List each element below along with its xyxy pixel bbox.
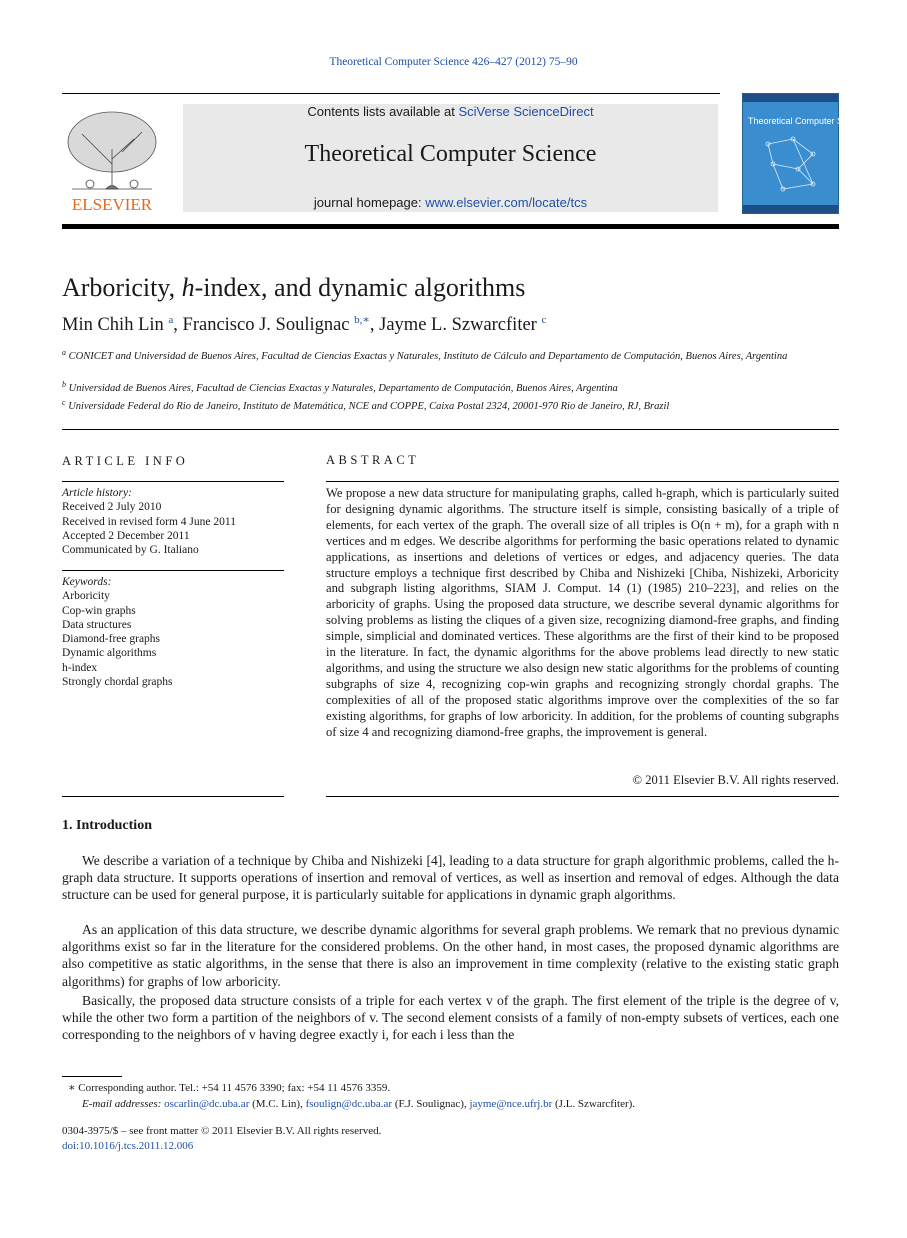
affiliation-rule	[62, 429, 839, 430]
cover-graph-icon	[743, 94, 870, 213]
email-link[interactable]: jayme@nce.ufrj.br	[469, 1098, 553, 1110]
journal-title: Theoretical Computer Science	[304, 141, 597, 167]
author-name: Francisco J. Soulignac	[182, 315, 350, 335]
keyword: Dynamic algorithms	[62, 647, 157, 660]
contents-line: Contents lists available at SciVerse ScienceDirect	[307, 104, 594, 119]
history-item: Received 2 July 2010	[62, 501, 162, 514]
author-affil-link[interactable]: b,∗	[354, 314, 370, 326]
email-addresses: E-mail addresses: oscarlin@dc.uba.ar (M.C. Lin), fsoulign@dc.uba.ar (F.J. Soulignac), jayme@nce.ufrj.br (J.L. Szwarcfiter).	[82, 1098, 636, 1110]
abstract-rule	[326, 796, 839, 797]
author-name: Jayme L. Szwarcfiter	[379, 315, 537, 335]
doi-link[interactable]: doi:10.1016/j.tcs.2011.12.006	[62, 1140, 194, 1152]
author-list: Min Chih Lin $^a$, Francisco J. Soulignac $^{b,∗}$, Jayme L. Szwarcfiter $^c$	[62, 314, 547, 335]
section-heading: 1. Introduction	[62, 818, 152, 833]
keyword: Arboricity	[62, 590, 110, 603]
header-rule	[62, 93, 720, 94]
paragraph: We describe a variation of a technique by Chiba and Nishizeki [4], leading to a data structure for graph algorithmic problems, called the h-graph data structure. It supports operations of insertion and removal of vertices, as well as insertion and removal of edges. Although the data structure can be used for general purpose, it is particularly suitable for applications in dynamic graph algorithms.	[62, 853, 839, 903]
elsevier-wordmark: ELSEVIER	[71, 195, 153, 214]
article-history: Article history: Received 2 July 2010 Received in revised form 4 June 2011 Accepted 2 December 2011 Communicated by G. Italiano	[62, 487, 236, 557]
article-info-heading: ARTICLE INFO	[62, 454, 189, 468]
elsevier-tree-icon	[62, 104, 162, 214]
cover-title: Theoretical Computer Science	[748, 116, 870, 126]
keyword: Diamond-free graphs	[62, 633, 161, 646]
journal-citation[interactable]: Theoretical Computer Science 426–427 (2012) 75–90	[329, 56, 578, 68]
keyword: Cop-win graphs	[62, 604, 136, 617]
sciencedirect-link[interactable]: SciVerse ScienceDirect	[458, 104, 594, 119]
paragraph: As an application of this data structure, we describe dynamic algorithms for several graph problems. We remark that no previous dynamic algorithms exist so far in the literature for the considered problems. On the other hand, in most cases, the proposed dynamic algorithms are also competitive as static algorithms, in the sense that there is also an improvement in time complexity (relative to the existing static graph algorithms) for graphs of low arboricity.	[62, 922, 839, 989]
author-affil-link[interactable]: c	[541, 314, 547, 326]
author-affil-link[interactable]: a	[168, 314, 174, 326]
history-item: Communicated by G. Italiano	[62, 544, 199, 557]
email-link[interactable]: fsoulign@dc.uba.ar	[305, 1098, 393, 1110]
abstract-heading: ABSTRACT	[326, 453, 420, 467]
abstract-rule	[326, 481, 839, 482]
info-rule	[62, 481, 284, 482]
history-item: Accepted 2 December 2011	[62, 529, 190, 542]
email-link[interactable]: oscarlin@dc.uba.ar	[164, 1098, 250, 1110]
footnote-rule	[62, 1076, 122, 1077]
history-item: Received in revised form 4 June 2011	[62, 515, 236, 528]
info-rule	[62, 570, 284, 571]
elsevier-logo	[62, 104, 162, 214]
homepage-line: journal homepage: www.elsevier.com/locate/tcs	[313, 195, 588, 210]
issn-line: 0304-3975/$ – see front matter © 2011 Elsevier B.V. All rights reserved.	[62, 1125, 382, 1137]
info-rule	[62, 796, 284, 797]
journal-cover	[742, 93, 870, 214]
keyword: Strongly chordal graphs	[62, 676, 173, 689]
affiliation: $^c$ Universidade Federal do Rio de Janeiro, Instituto de Matemática, NCE and COPPE, Caixa Postal 2324, 20001-970 Rio de Janeiro, RJ, Brazil	[62, 398, 670, 412]
keyword: h-index	[62, 661, 98, 674]
article-title: Arboricity, h-index, and dynamic algorithms	[62, 273, 526, 302]
header-thick-rule	[62, 224, 839, 229]
keyword: Data structures	[62, 618, 132, 631]
corresponding-author-note: ∗ Corresponding author. Tel.: +54 11 4576 3390; fax: +54 11 4576 3359.	[68, 1082, 391, 1094]
homepage-link[interactable]: www.elsevier.com/locate/tcs	[425, 195, 588, 210]
keywords: Keywords: Arboricity Cop-win graphs Data structures Diamond-free graphs Dynamic algorithms h-index Strongly chordal graphs	[62, 576, 173, 689]
abstract-text: We propose a new data structure for manipulating graphs, called h-graph, which is particularly suited for designing dynamic algorithms. The structure itself is simple, consisting basically of a triple of elements, for each vertex of the graph. The overall size of all triples is O(n + m), for a graph with n vertices and m edges. We describe algorithms for performing the basic operations related to dynamic applications, as insertions and deletions of vertices or edges, and adjacency queries. The data structure employs a technique first described by Chiba and Nishizeki [Chiba, Nishizeki, Arboricity and subgraph listing algorithms, SIAM J. Comput. 14 (1) (1985) 210–223], and relies on the arboricity of graphs. Using the proposed data structure, we describe several dynamic algorithms for solving problems as listing the cliques of a given size, recognizing diamond-free graphs, and finding simple, simplicial and dominated vertices. These algorithms are the first of their kind to be proposed in the literature. In fact, the dynamic algorithms for the above problems lead directly to new static algorithms, and using the structure we also design new static algorithms for the problems of counting subgraphs of size 4, recognizing cop-win graphs and recognizing strongly chordal graphs. The complexities of all of the proposed static algorithms improve over the complexities of the so far existing algorithms, for graphs of low arboricity. In addition, for the problems of counting subgraphs of size 4 and recognizing diamond-free graphs, the improvement is general.	[326, 486, 839, 739]
affiliation: $^b$ Universidad de Buenos Aires, Facultad de Ciencias Exactas y Naturales, Departamento de Computación, Buenos Aires, Argentina	[62, 380, 618, 394]
affiliation: $^a$ CONICET and Universidad de Buenos Aires, Facultad de Ciencias Exactas y Naturales, Instituto de Cálculo and Departamento de Computación, Buenos Aires, Argentina	[62, 348, 788, 362]
author-name: Min Chih Lin	[62, 315, 164, 335]
paragraph: Basically, the proposed data structure consists of a triple for each vertex v of the graph. The first element of the triple is the degree of v, while the other two form a partition of the neighbors of v. The second element consists of a family of non-empty subsets of vertices, each one corresponding to the neighbors of v having degree exactly i, for each i less than the	[62, 993, 839, 1043]
abstract-copyright: © 2011 Elsevier B.V. All rights reserved.	[632, 773, 839, 787]
